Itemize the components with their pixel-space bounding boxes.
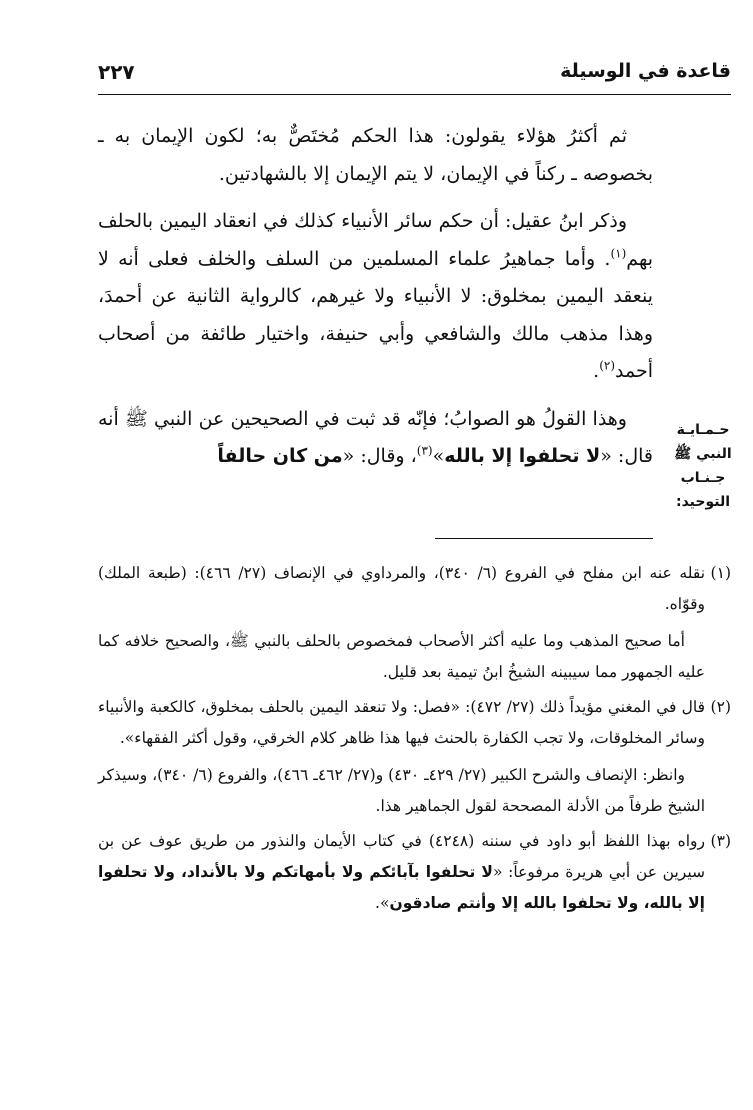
margin-heading — [659, 418, 747, 514]
hadith-quote-2: من كان حالفاً — [217, 445, 343, 467]
paragraph-2-text-c: . — [593, 360, 600, 382]
margin-heading-line-3: جـنـاب — [680, 470, 726, 486]
hadith-quote-1: لا تحلفوا إلا بالله — [444, 445, 601, 467]
margin-heading-line-4: التوحيد: — [675, 494, 731, 510]
footnote-text-a: رواه بهذا اللفظ أبو داود في سننه (٤٢٤٨) في كتاب الأيمان والنذور من طريق عوف عن بن سيرين عن أبي هريرة مرفوعاً: « — [98, 832, 705, 881]
paragraph-2-text-a: وذكر ابنُ عقيل: أن حكم سائر الأنبياء كذلك في انعقاد اليمين بالحلف بهم — [98, 210, 653, 270]
footnote-text-b: ». — [375, 894, 390, 912]
running-title: قاعدة في الوسيلة — [560, 60, 731, 82]
paragraph-3-text-b: » — [432, 445, 445, 467]
footnote-body — [98, 692, 705, 822]
footnote-body — [98, 826, 705, 919]
footnote-hadith-quote: لا تحلفوا بآبائكم ولا بأمهاتكم ولا بالأنداد، ولا تحلفوا إلا بالله، ولا تحلفوا بالله إلا وأنتم صادقون — [98, 863, 705, 912]
footnote-text: قال في المغني مؤيداً ذلك (٢٧/ ٤٧٢): «فصل: ولا تنعقد اليمين بالحلف بمخلوق، كالكعبة والأنبياء وسائر المخلوقات، ولا تجب الكفارة بالحنث فيها هذا ظاهر كلام الخرقي، وقول أكثر الفقهاء». — [98, 698, 705, 747]
footnote-text — [98, 826, 705, 919]
footnotes-section — [98, 558, 731, 923]
main-text — [98, 118, 653, 476]
page-number: ٢٢٧ — [98, 60, 135, 84]
paragraph-1 — [98, 118, 653, 193]
footnote-text: نقله عنه ابن مفلح في الفروع (٦/ ٣٤٠)، والمرداوي في الإنصاف (٢٧/ ٤٦٦): (طبعة الملك) وقوّاه. — [98, 564, 706, 613]
page-header — [98, 60, 731, 95]
footnote-ref-1[interactable]: (١) — [610, 246, 627, 261]
footnote-subparagraph: أما صحيح المذهب وما عليه أكثر الأصحاب فمخصوص بالحلف بالنبي ﷺ، والصحيح خلافه كما عليه الجمهور مما سيبينه الشيخُ ابنُ تيمية بعد قليل. — [98, 632, 705, 681]
footnote-ref-2[interactable]: (٢) — [599, 358, 616, 373]
margin-heading-line-2: النبي ﷺ — [674, 446, 732, 462]
footnote-3 — [98, 826, 731, 919]
footnote-subparagraph: وانظر: الإنصاف والشرح الكبير (٢٧/ ٤٢٩ـ ٤٣٠) و(٢٧/ ٤٦٢ـ ٤٦٦)، والفروع (٦/ ٣٤٠)، وسيذكر الشيخ طرفاً من الأدلة المصححة لقول الجماهير هذا. — [98, 766, 705, 815]
paragraph-2 — [98, 203, 653, 391]
paragraph-2-text-b: . وأما جماهيرُ علماء المسلمين من السلف والخلف فعلى أنه لا ينعقد اليمين بمخلوق: لا الأنبياء ولا غيرهم، كالرواية الثانية عن أحمدَ، وهذا مذهب مالك والشافعي وأبي حنيفة، واختيار طائفة من أصحاب أحمد — [98, 247, 653, 382]
footnote-ref-3[interactable]: (٣) — [416, 443, 433, 458]
margin-heading-line-1: حـمـايـة — [676, 422, 730, 438]
paragraph-3 — [98, 401, 653, 476]
paragraph-3-text-a: وهذا القولُ هو الصوابُ؛ فإنّه قد ثبت في الصحيحين عن النبي ﷺ أنه قال: « — [98, 407, 653, 467]
footnote-separator — [435, 538, 653, 539]
footnote-number: (٢) — [710, 698, 731, 716]
footnote-number: (٣) — [710, 832, 731, 850]
footnote-2 — [98, 692, 731, 822]
paragraph-3-text-c: ، وقال: « — [342, 445, 417, 467]
footnote-number: (١) — [710, 564, 731, 582]
footnote-body — [98, 558, 705, 688]
footnote-1 — [98, 558, 731, 688]
paragraph-1-text: ثم أكثرُ هؤلاء يقولون: هذا الحكم مُختَصٌّ به؛ لكون الإيمان به ـ بخصوصه ـ ركناً في الإيمان، لا يتم الإيمان إلا بالشهادتين. — [98, 125, 653, 185]
